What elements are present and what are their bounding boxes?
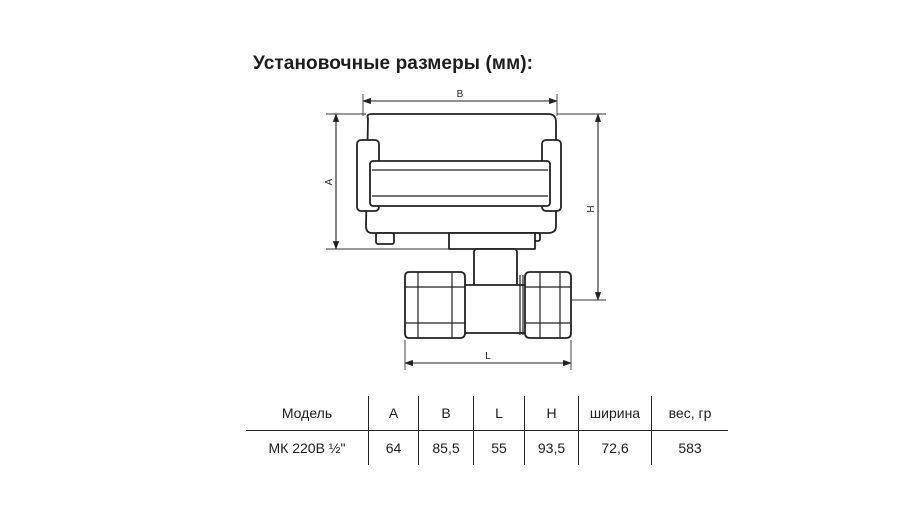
cell-a: 64 <box>369 431 419 466</box>
actuator-foot-left <box>376 233 394 244</box>
header-width: ширина <box>579 396 652 431</box>
right-nut <box>525 272 571 338</box>
section-title: Установочные размеры (мм): <box>253 53 534 74</box>
header-h: H <box>525 396 579 431</box>
cell-b: 85,5 <box>419 431 474 466</box>
left-nut <box>405 272 465 338</box>
header-weight: вес, гр <box>652 396 729 431</box>
header-a: A <box>369 396 419 431</box>
header-b: B <box>419 396 474 431</box>
neck-adapter <box>449 233 535 249</box>
dimension-h-label: H <box>586 205 597 213</box>
dimension-l-label: L <box>485 351 491 362</box>
specs-table <box>246 396 728 465</box>
cell-weight: 583 <box>652 431 729 466</box>
dimension-b-label: B <box>456 89 464 100</box>
strap-band <box>370 161 550 206</box>
valve-outline <box>357 114 571 338</box>
header-model: Модель <box>246 396 369 431</box>
dimension-a-label: A <box>324 178 335 186</box>
cell-h: 93,5 <box>525 431 579 466</box>
valve-stem <box>474 249 517 289</box>
header-l: L <box>474 396 525 431</box>
table-row <box>246 431 728 466</box>
table-header-row <box>246 396 728 431</box>
cell-model: МК 220В ½" <box>268 440 346 456</box>
cell-width: 72,6 <box>579 431 652 466</box>
cell-l: 55 <box>474 431 525 466</box>
